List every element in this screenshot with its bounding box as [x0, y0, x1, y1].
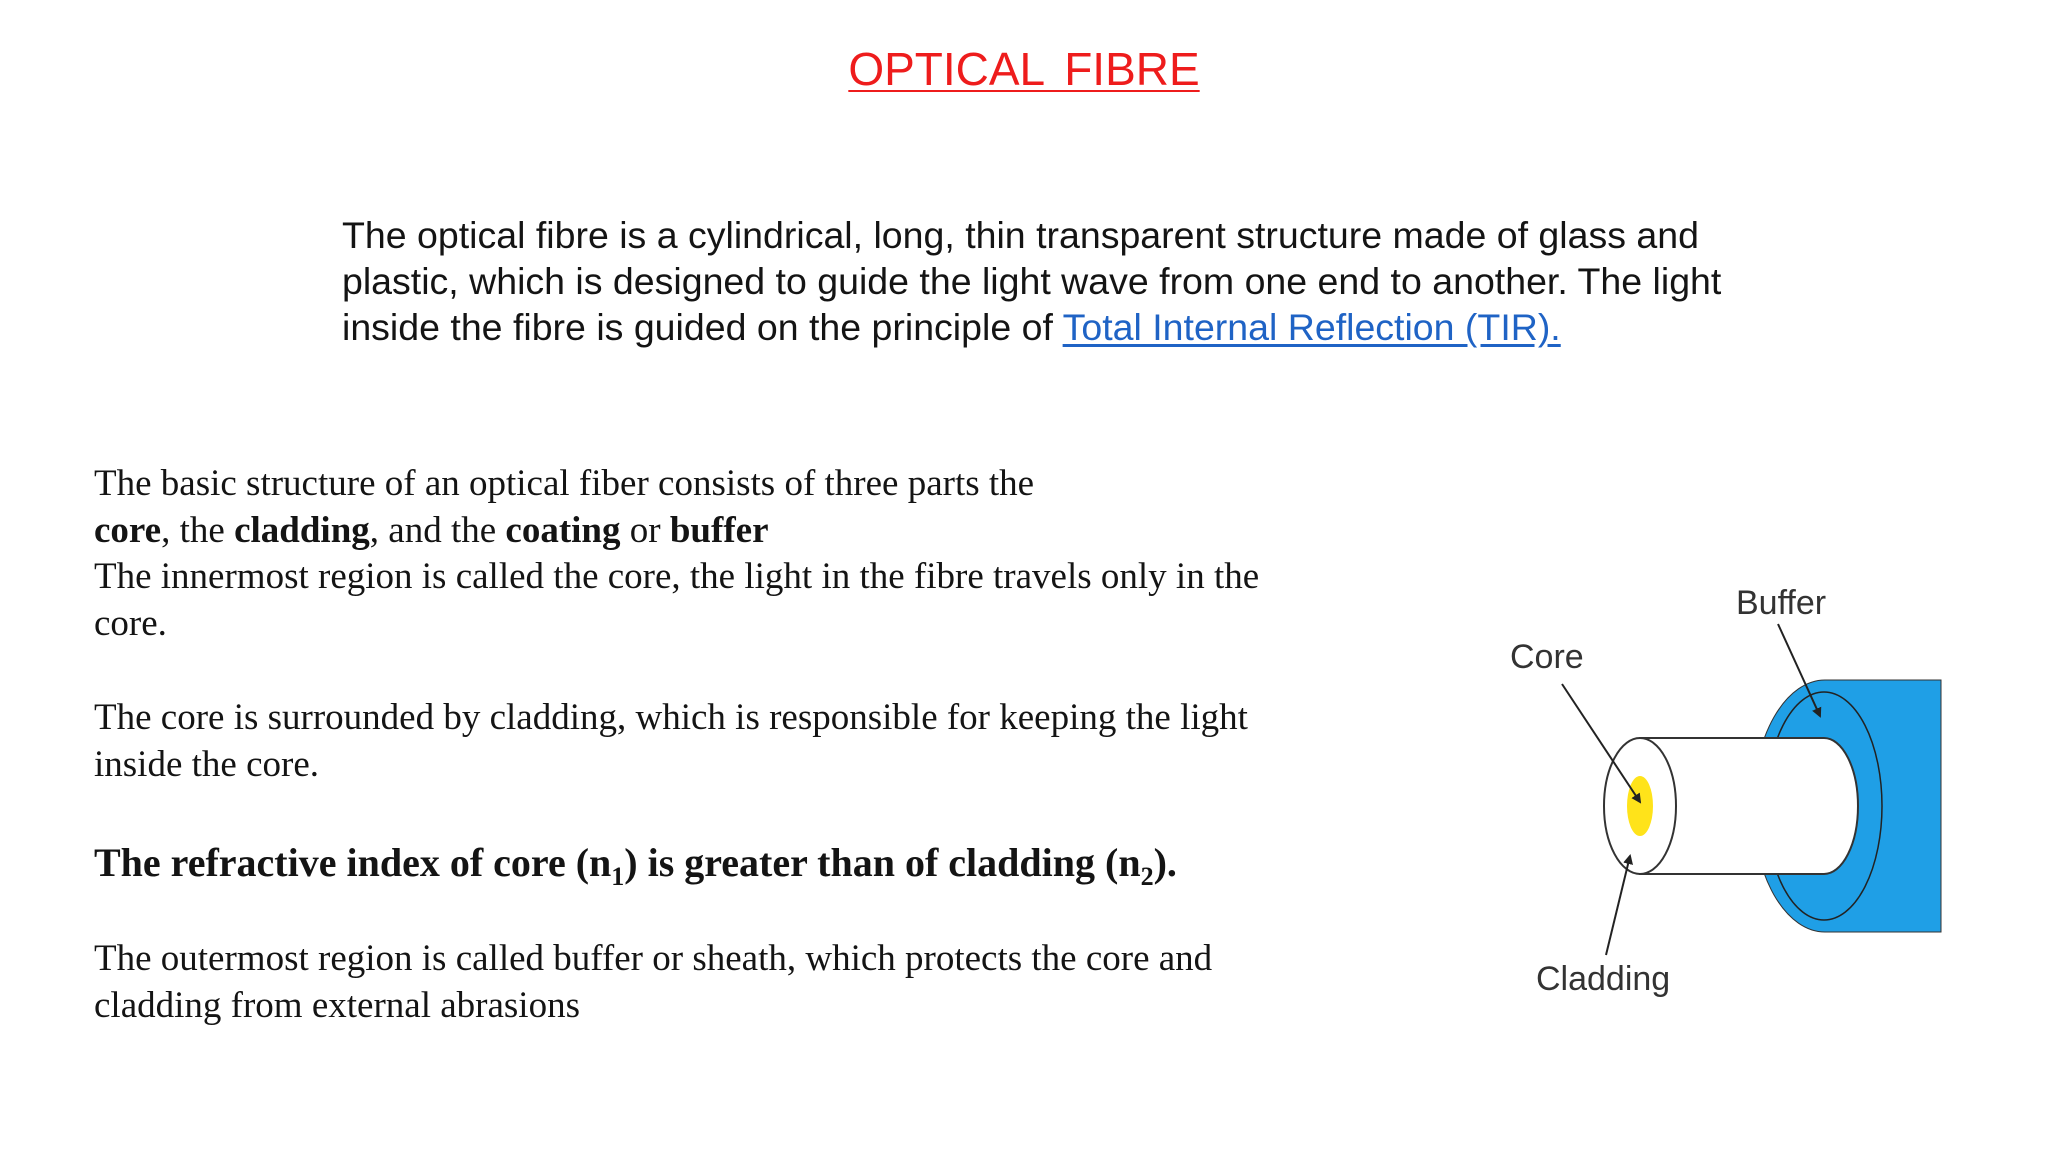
- core-shape: [1627, 776, 1653, 836]
- separator-text: , the: [161, 509, 235, 551]
- term-core: core: [94, 509, 162, 551]
- fibre-diagram-svg: [1500, 580, 1970, 1020]
- cladding-paragraph: The core is surrounded by cladding, which is responsible for keeping the light inside the core.: [94, 697, 1248, 785]
- ri-suffix: ).: [1153, 840, 1177, 885]
- structure-line: The basic structure of an optical fiber consists of three parts the: [94, 463, 1035, 504]
- buffer-paragraph: The outermost region is called buffer or sheath, which protects the core and cladding from external abrasions: [94, 938, 1213, 1026]
- term-buffer: buffer: [669, 509, 769, 551]
- ri-middle: ) is greater than of cladding (n: [624, 840, 1141, 885]
- term-coating: coating: [505, 509, 621, 551]
- label-core: Core: [1510, 638, 1584, 676]
- ri-subscript-1: 1: [611, 862, 625, 891]
- label-cladding: Cladding: [1536, 960, 1671, 998]
- label-buffer: Buffer: [1736, 584, 1827, 622]
- separator-text: , and the: [369, 509, 506, 551]
- ri-prefix: The refractive index of core (n: [94, 840, 612, 885]
- arrow-cladding: [1606, 856, 1630, 955]
- separator-text: or: [620, 509, 670, 551]
- tir-link[interactable]: Total Internal Reflection (TIR).: [1062, 306, 1561, 348]
- ri-subscript-2: 2: [1140, 862, 1154, 891]
- term-cladding: cladding: [234, 509, 370, 551]
- refractive-index-statement: [94, 838, 1394, 891]
- fibre-structure-diagram: [1500, 580, 1970, 1020]
- innermost-text: The innermost region is called the core, the light in the fibre travels only in the core.: [94, 556, 1260, 644]
- structure-paragraph: [94, 461, 1324, 647]
- intro-text: The optical fibre is a cylindrical, long, thin transparent structure made of glass and plastic, which is designed to guide the light wave from one end to another. The light inside the fibre is guided on the principle of: [342, 214, 1722, 348]
- intro-paragraph: [342, 212, 1772, 350]
- page-title: OPTICAL FIBRE: [848, 43, 1200, 95]
